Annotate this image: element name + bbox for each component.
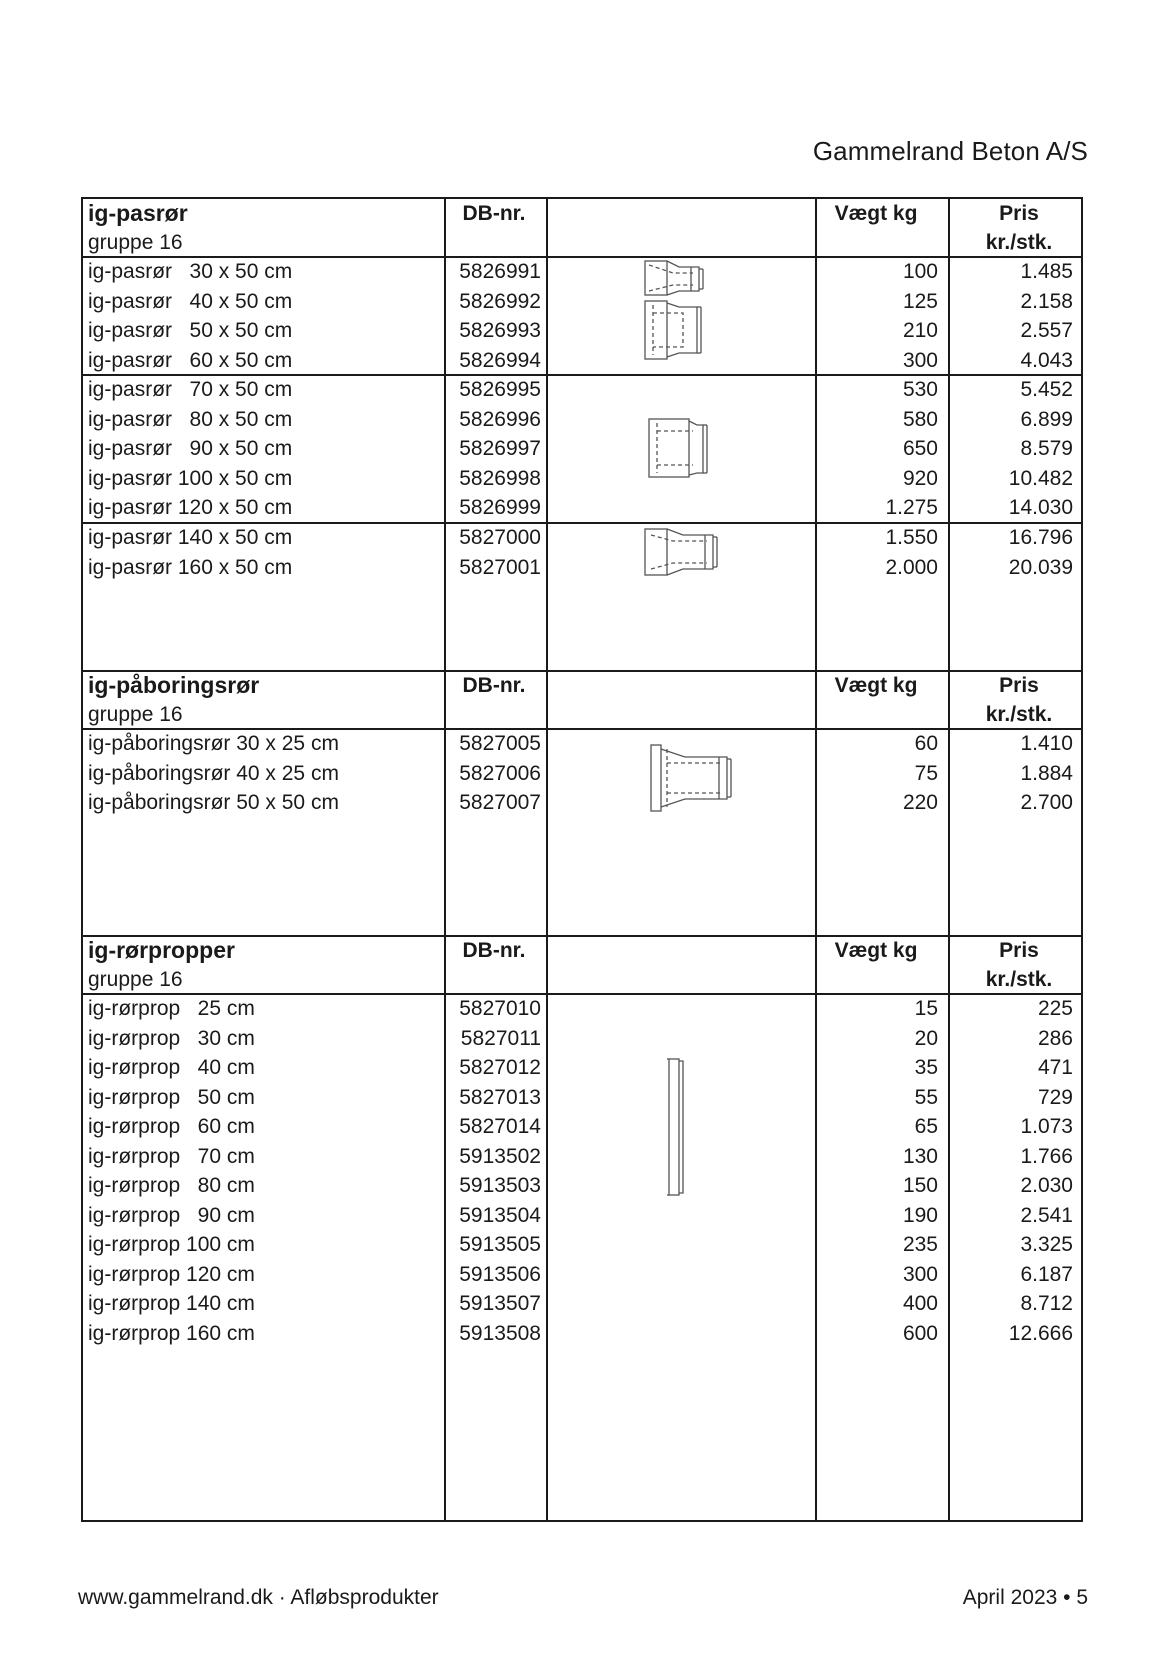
table-row xyxy=(83,1289,1083,1319)
price: 2.557 xyxy=(1020,319,1073,342)
product-name: ig-rørprop 90 cm xyxy=(88,1203,255,1227)
weight: 600 xyxy=(902,1321,938,1345)
table-row xyxy=(83,1171,1083,1201)
weight: 100 xyxy=(902,260,938,283)
db-number: 5826992 xyxy=(459,289,541,313)
table-row xyxy=(83,788,1083,818)
section-group: gruppe 16 xyxy=(88,968,183,991)
db-number: 5827013 xyxy=(459,1085,541,1109)
price: 8.579 xyxy=(1020,437,1073,460)
price: 6.187 xyxy=(1020,1262,1073,1286)
price: 1.884 xyxy=(1020,761,1073,785)
weight: 1.275 xyxy=(885,496,938,519)
weight: 235 xyxy=(902,1233,938,1256)
product-name: ig-pasrør 160 x 50 cm xyxy=(88,555,293,579)
product-name: ig-rørprop 100 cm xyxy=(88,1233,255,1256)
weight: 55 xyxy=(914,1085,938,1109)
product-name: ig-pasrør 80 x 50 cm xyxy=(88,407,293,431)
weight: 300 xyxy=(902,348,938,372)
db-number: 5826991 xyxy=(459,260,541,283)
product-name: ig-pasrør 90 x 50 cm xyxy=(88,437,293,460)
price: 729 xyxy=(1037,1085,1073,1109)
db-number: 5827014 xyxy=(459,1115,541,1138)
column-header-weight: Vægt kg xyxy=(834,674,918,697)
product-name: ig-rørprop 40 cm xyxy=(88,1056,255,1079)
pipe-reducer-drawing xyxy=(643,299,705,361)
product-name: ig-rørprop 30 cm xyxy=(88,1026,255,1050)
product-name: ig-rørprop 140 cm xyxy=(88,1292,255,1315)
product-name: ig-rørprop 160 cm xyxy=(88,1321,255,1345)
db-number: 5913508 xyxy=(459,1321,541,1345)
table-row xyxy=(83,1230,1083,1260)
column-header-price: Pris xyxy=(999,202,1039,225)
table-row xyxy=(83,493,1083,523)
table-row xyxy=(83,316,1083,346)
column-header-price: Pris xyxy=(999,939,1039,962)
db-number: 5913507 xyxy=(459,1292,541,1315)
pipe-reducer-drawing xyxy=(647,417,713,479)
db-number: 5827012 xyxy=(459,1056,541,1079)
product-name: ig-pasrør 100 x 50 cm xyxy=(88,466,293,490)
table-row xyxy=(83,1201,1083,1231)
table-row xyxy=(83,553,1083,583)
db-number: 5826999 xyxy=(459,496,541,519)
weight: 920 xyxy=(902,466,938,490)
price: 1.410 xyxy=(1020,732,1073,755)
db-number: 5827005 xyxy=(459,732,541,755)
db-number: 5913506 xyxy=(459,1262,541,1286)
price-table xyxy=(81,197,1083,1522)
table-row xyxy=(83,346,1083,376)
table-row xyxy=(83,464,1083,494)
table-row xyxy=(83,1053,1083,1083)
weight: 35 xyxy=(914,1056,938,1079)
tapping-pipe-drawing xyxy=(649,743,735,813)
db-number: 5826995 xyxy=(459,378,541,401)
section-title: ig-rørpropper xyxy=(88,937,235,963)
price: 12.666 xyxy=(1008,1321,1073,1345)
price: 286 xyxy=(1037,1026,1073,1050)
table-row xyxy=(83,1024,1083,1054)
table-row xyxy=(83,1260,1083,1290)
price: 14.030 xyxy=(1008,496,1073,519)
weight: 2.000 xyxy=(885,555,938,579)
pipe-reducer-drawing xyxy=(643,257,705,299)
weight: 400 xyxy=(902,1292,938,1315)
product-name: ig-påboringsrør 50 x 50 cm xyxy=(88,791,339,814)
price: 2.700 xyxy=(1020,791,1073,814)
price: 2.541 xyxy=(1020,1203,1073,1227)
footer-page-info: April 2023 • 5 xyxy=(962,1586,1088,1609)
weight: 20 xyxy=(914,1026,938,1050)
product-name: ig-pasrør 70 x 50 cm xyxy=(88,378,293,401)
db-number: 5826996 xyxy=(459,407,541,431)
product-name: ig-rørprop 70 cm xyxy=(88,1144,255,1168)
weight: 150 xyxy=(902,1174,938,1197)
product-name: ig-rørprop 80 cm xyxy=(88,1174,255,1197)
product-name: ig-pasrør 60 x 50 cm xyxy=(88,348,293,372)
section-title: ig-pasrør xyxy=(88,200,188,226)
price: 20.039 xyxy=(1008,555,1073,579)
column-header-db: DB-nr. xyxy=(462,939,526,962)
price: 225 xyxy=(1037,997,1073,1020)
price: 6.899 xyxy=(1020,407,1073,431)
column-header-price-unit: kr./stk. xyxy=(985,231,1053,254)
column-header-db: DB-nr. xyxy=(462,674,526,697)
db-number: 5827000 xyxy=(459,526,541,549)
column-header-db: DB-nr. xyxy=(462,202,526,225)
price: 5.452 xyxy=(1020,378,1073,401)
weight: 130 xyxy=(902,1144,938,1168)
weight: 65 xyxy=(914,1115,938,1138)
price: 4.043 xyxy=(1020,348,1073,372)
product-name: ig-påboringsrør 30 x 25 cm xyxy=(88,732,339,755)
weight: 300 xyxy=(902,1262,938,1286)
db-number: 5827010 xyxy=(459,997,541,1020)
table-row xyxy=(83,287,1083,317)
table-row xyxy=(83,759,1083,789)
price: 1.073 xyxy=(1020,1115,1073,1138)
weight: 580 xyxy=(902,407,938,431)
product-name: ig-pasrør 140 x 50 cm xyxy=(88,526,293,549)
table-row xyxy=(83,1112,1083,1142)
weight: 125 xyxy=(902,289,938,313)
table-row xyxy=(83,1319,1083,1349)
table-row xyxy=(83,1083,1083,1113)
section-group: gruppe 16 xyxy=(88,703,183,726)
weight: 15 xyxy=(914,997,938,1020)
section-group: gruppe 16 xyxy=(88,231,183,254)
pipe-plug-drawing xyxy=(665,1057,689,1197)
table-row xyxy=(83,405,1083,435)
product-name: ig-pasrør 30 x 50 cm xyxy=(88,260,293,283)
table-row xyxy=(83,994,1083,1024)
column-header-price: Pris xyxy=(999,674,1039,697)
footer-website: www.gammelrand.dk · Afløbsprodukter xyxy=(78,1586,439,1609)
db-number: 5827011 xyxy=(460,1026,541,1050)
db-number: 5827001 xyxy=(459,555,541,579)
weight: 60 xyxy=(914,732,938,755)
column-header-price-unit: kr./stk. xyxy=(985,968,1053,991)
price: 16.796 xyxy=(1008,526,1073,549)
section-title: ig-påboringsrør xyxy=(88,672,260,698)
price: 1.485 xyxy=(1020,260,1073,283)
weight: 1.550 xyxy=(885,526,938,549)
company-name: Gammelrand Beton A/S xyxy=(812,136,1088,166)
table-row xyxy=(83,1142,1083,1172)
column-header-weight: Vægt kg xyxy=(834,939,918,962)
table-row xyxy=(83,729,1083,759)
db-number: 5827007 xyxy=(459,791,541,814)
product-name: ig-rørprop 25 cm xyxy=(88,997,255,1020)
table-row xyxy=(83,434,1083,464)
price: 10.482 xyxy=(1008,466,1073,490)
db-number: 5826994 xyxy=(459,348,541,372)
product-name: ig-pasrør 40 x 50 cm xyxy=(88,289,293,313)
price: 471 xyxy=(1037,1056,1073,1079)
db-number: 5913505 xyxy=(459,1233,541,1256)
price: 1.766 xyxy=(1020,1144,1073,1168)
product-name: ig-påboringsrør 40 x 25 cm xyxy=(88,761,339,785)
product-name: ig-rørprop 60 cm xyxy=(88,1115,255,1138)
db-number: 5827006 xyxy=(459,761,541,785)
table-row xyxy=(83,523,1083,553)
db-number: 5826997 xyxy=(459,437,541,460)
db-number: 5913503 xyxy=(459,1174,541,1197)
column-header-weight: Vægt kg xyxy=(834,202,918,225)
price: 2.030 xyxy=(1020,1174,1073,1197)
price: 2.158 xyxy=(1020,289,1073,313)
pipe-reducer-drawing xyxy=(643,527,721,577)
weight: 190 xyxy=(902,1203,938,1227)
table-row xyxy=(83,375,1083,405)
weight: 650 xyxy=(902,437,938,460)
product-name: ig-rørprop 120 cm xyxy=(88,1262,255,1286)
db-number: 5826993 xyxy=(459,319,541,342)
price: 3.325 xyxy=(1020,1233,1073,1256)
weight: 220 xyxy=(902,791,938,814)
product-name: ig-pasrør 50 x 50 cm xyxy=(88,319,293,342)
db-number: 5826998 xyxy=(459,466,541,490)
product-name: ig-pasrør 120 x 50 cm xyxy=(88,496,293,519)
db-number: 5913502 xyxy=(459,1144,541,1168)
weight: 75 xyxy=(914,761,938,785)
price: 8.712 xyxy=(1020,1292,1073,1315)
table-row xyxy=(83,257,1083,287)
column-header-price-unit: kr./stk. xyxy=(985,703,1053,726)
weight: 210 xyxy=(902,319,938,342)
weight: 530 xyxy=(902,378,938,401)
db-number: 5913504 xyxy=(459,1203,541,1227)
product-name: ig-rørprop 50 cm xyxy=(88,1085,255,1109)
